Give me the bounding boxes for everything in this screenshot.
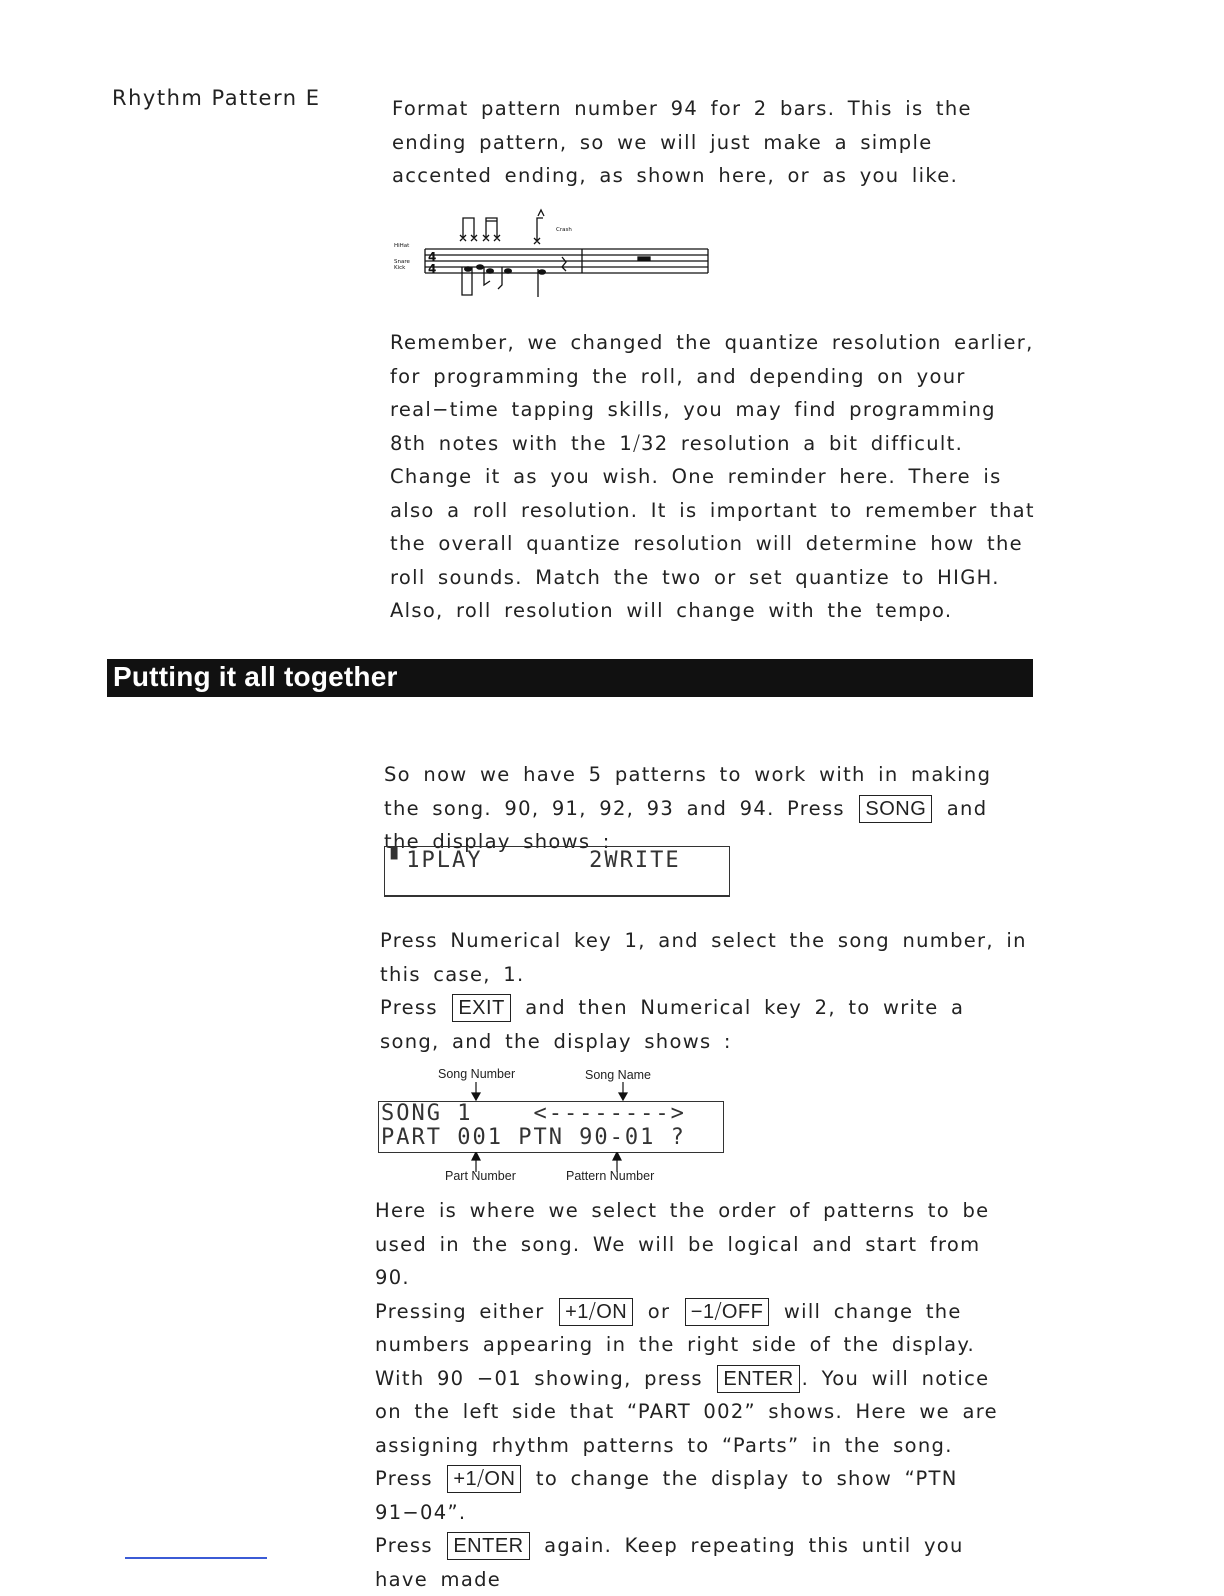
- write-song-paragraph: [380, 924, 1030, 1058]
- song-name-callout: Song Name: [585, 1068, 652, 1082]
- press-text-1: Press: [375, 1467, 446, 1490]
- minus-one-off-key: −1⧸OFF: [685, 1298, 770, 1326]
- hihat-label: HiHat: [394, 243, 410, 249]
- intro-text: Format pattern number 94 for 2 bars. This is the ending pattern, so we will just make a simple accented ending, as shown here, or as you like.: [392, 97, 972, 187]
- plus-one-on-key: +1⧸ON: [559, 1298, 633, 1326]
- footer-rule: [125, 1557, 267, 1559]
- song-intro-text: So now we have 5 patterns to work with in making the song. 90, 91, 92, 93 and 94. Press: [384, 763, 992, 820]
- quantize-paragraph: [390, 326, 1042, 628]
- assign-parts-paragraph: [375, 1194, 1025, 1596]
- plus-one-on-key-2: +1⧸ON: [447, 1465, 521, 1493]
- snare-label: Snare: [394, 259, 410, 265]
- enter-key-2: ENTER: [447, 1532, 529, 1560]
- repeat-text: again. Keep repeating this until you have made: [375, 1534, 964, 1591]
- or-text: or: [635, 1299, 683, 1323]
- song-intro-tail: and the display shows :: [384, 796, 988, 853]
- song-intro-paragraph: [384, 758, 1034, 859]
- song-key: SONG: [859, 795, 932, 823]
- song-number-callout: Song Number: [438, 1067, 516, 1081]
- part-number-callout: Part Number: [445, 1169, 516, 1183]
- intro-paragraph: [392, 92, 1042, 193]
- svg-text:4: 4: [428, 250, 437, 264]
- section-banner: [107, 659, 1033, 697]
- svg-text:4: 4: [428, 262, 437, 276]
- change-display-text: to change the display to show “PTN 91−04”.: [375, 1467, 958, 1524]
- crash-label: Crash: [556, 227, 572, 233]
- pressing-either-text: Pressing either: [375, 1299, 558, 1323]
- write-song-text: and then Numerical key 2, to write a song, and the display shows :: [380, 996, 965, 1053]
- lcd-menu-line: ▘1PLAY 2WRITE: [391, 848, 681, 873]
- kick-label: Kick: [394, 265, 406, 271]
- drum-notation: [390, 205, 720, 305]
- lcd-display-song-write: [378, 1101, 724, 1153]
- section-heading: Rhythm Pattern E: [112, 86, 321, 110]
- callout-arrows-top: [470, 1082, 630, 1102]
- press-word: Press: [380, 996, 451, 1019]
- lcd-song-line: SONG 1 <-------->: [381, 1101, 686, 1126]
- banner-title: Putting it all together: [113, 661, 398, 692]
- quantize-text: Remember, we changed the quantize resolution earlier, for programming the roll, and depending on your real−time tapping skills, you may find programming 8th notes with the 1⧸32 resolution a bit difficult. Change it as you wish. One reminder here. There is also a roll resolution. It is important to remember that the overall quantize resolution will determine how the roll sounds. Match the two or set quantize to HIGH. Also, roll resolution will change with the tempo.: [390, 331, 1035, 622]
- press-text-2: Press: [375, 1534, 446, 1557]
- pattern-number-callout: Pattern Number: [566, 1169, 655, 1183]
- change-numbers-text: will change the numbers appearing in the right side of the display. With 90 −01 showing, press: [375, 1299, 975, 1390]
- lcd-part-line: PART 001 PTN 90-01 ?: [381, 1125, 686, 1150]
- part-assign-text: . You will notice on the left side that “PART 002” shows. Here we are assigning rhythm patterns to “Parts” in the song.: [375, 1366, 998, 1457]
- order-text: Here is where we select the order of patterns to be used in the song. We will be logical and start from 90.: [375, 1199, 990, 1289]
- exit-key: EXIT: [452, 994, 510, 1022]
- enter-key: ENTER: [717, 1365, 799, 1393]
- select-song-text: Press Numerical key 1, and select the song number, in this case, 1.: [380, 929, 1027, 986]
- lcd-display-menu: [384, 846, 730, 897]
